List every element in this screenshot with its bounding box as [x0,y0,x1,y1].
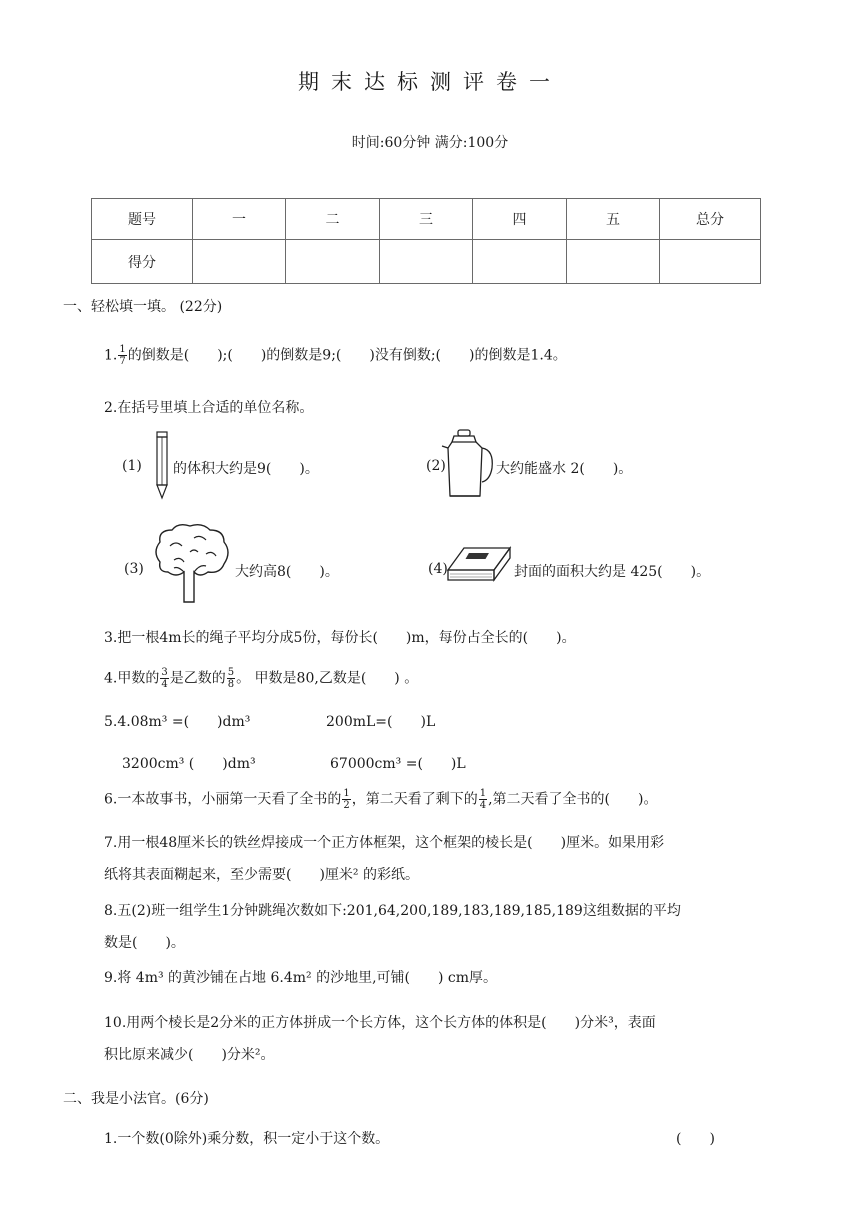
score-cell[interactable] [473,240,567,284]
pencil-icon [152,430,172,500]
question-1-9: 9.将 4m³ 的黄沙铺在占地 6.4m² 的沙地里,可铺( ) cm厚。 [104,970,498,986]
score-table-score-row [92,240,761,284]
item-label: (4) [428,561,448,577]
score-table-header-cell: 三 [380,199,473,240]
fraction: $\frac{3}{4}$ [161,667,168,690]
question-1-6: 6.一本故事书，小丽第一天看了全书的 $\frac{1}{2}$ ，第二天看了剩下的 $\frac{1}{4}$ ,第二天看了全书的( )。 [104,788,658,811]
question-1-5-a: 5.4.08m³ =( )dm³ [104,714,251,730]
question-1-5-c: 3200cm³ ( )dm³ [122,756,256,772]
fraction: $\frac{1}{4}$ [479,788,487,811]
question-1-5-d: 67000cm³ =( )L [330,756,466,772]
score-cell[interactable] [286,240,380,284]
item-text: 封面的面积大约是 425( )。 [514,564,711,580]
score-table-header-cell: 四 [473,199,567,240]
page-title: 期末达标测评卷一 [298,70,562,94]
question-number: 1. [104,347,118,364]
question-1-8-line2: 数是( )。 [104,935,185,951]
item-label: (2) [426,458,446,474]
book-icon [446,546,512,584]
fraction: $\frac{1}{2}$ [343,788,350,811]
fraction: $\frac{5}{8}$ [227,667,235,690]
section-1-heading: 一、轻松填一填。 (22分) [63,299,223,315]
item-label: (3) [124,561,144,577]
score-table-header-cell: 题号 [92,199,193,240]
score-cell[interactable] [660,240,761,284]
question-1-1 [104,344,567,367]
score-table-header-cell: 二 [286,199,380,240]
score-cell[interactable] [567,240,660,284]
item-label: (1) [122,458,142,474]
tree-icon [150,522,234,608]
item-text: 大约能盛水 2( )。 [496,461,633,477]
score-cell[interactable] [193,240,286,284]
question-1-4: 4.甲数的 $\frac{3}{4}$ 是乙数的 $\frac{5}{8}$ 。 甲数是80,乙数是( ) 。 [104,667,419,690]
question-1-10-line1: 10.用两个棱长是2分米的正方体拼成一个长方体，这个长方体的体积是( )分米³，表面 [104,1015,656,1031]
score-row-label: 得分 [92,240,193,284]
question-1-8-line1: 8.五(2)班一组学生1分钟跳绳次数如下:201,64,200,189,183,189,185,189这组数据的平均 [104,903,681,919]
score-table-header-cell: 总分 [660,199,761,240]
question-1-5-b: 200mL=( )L [326,714,436,730]
score-cell[interactable] [380,240,473,284]
score-table [91,198,761,284]
question-1-10-line2: 积比原来减少( )分米²。 [104,1047,275,1063]
exam-info: 时间:60分钟 满分:100分 [351,135,509,151]
score-table-header-cell: 五 [567,199,660,240]
kettle-icon [440,428,496,500]
section-2-heading: 二、我是小法官。(6分) [63,1091,209,1107]
question-1-7-line2: 纸将其表面糊起来，至少需要( )厘米² 的彩纸。 [104,867,419,883]
item-text: 大约高8( )。 [235,564,339,580]
answer-box[interactable]: ( ) [676,1131,715,1147]
fraction: $\frac{1}{7}$ [119,344,126,367]
question-text: 的倒数是( );( )的倒数是9;( )没有倒数;( )的倒数是1.4。 [127,347,567,364]
score-table-header-cell: 一 [193,199,286,240]
score-table-header-row [92,199,761,240]
question-1-7-line1: 7.用一根48厘米长的铁丝焊接成一个正方体框架，这个框架的棱长是( )厘米。如果用彩 [104,835,665,851]
question-2-1: 1.一个数(0除外)乘分数，积一定小于这个数。 [104,1131,390,1147]
question-1-2: 2.在括号里填上合适的单位名称。 [104,400,314,416]
question-1-3: 3.把一根4m长的绳子平均分成5份，每份长( )m，每份占全长的( )。 [104,630,576,646]
item-text: 的体积大约是9( )。 [173,461,319,477]
